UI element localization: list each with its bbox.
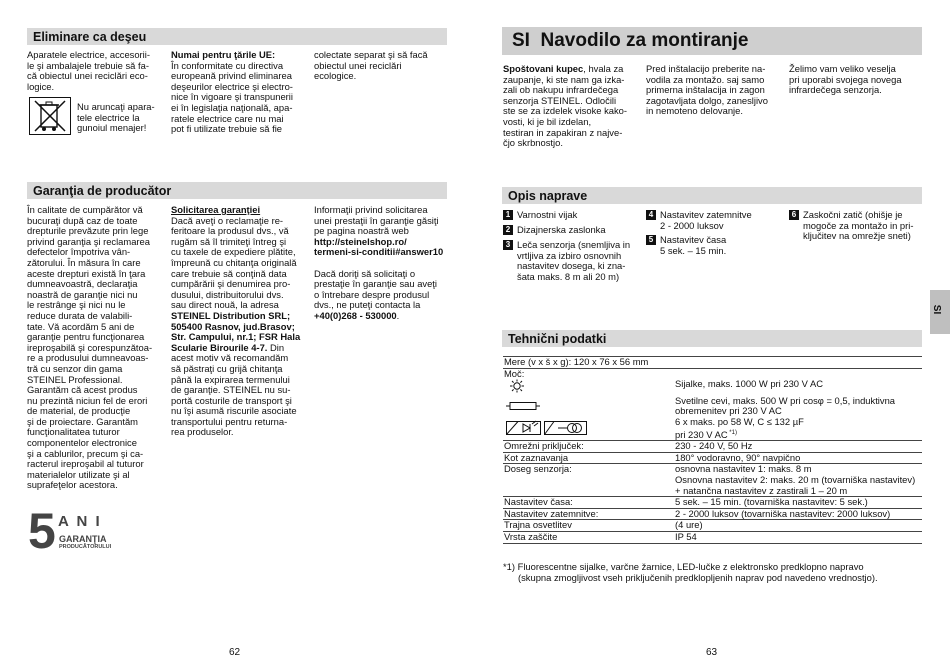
warranty-title: Garanţia de producător bbox=[33, 184, 172, 198]
text-line: cu taxele de expediere plătite, bbox=[171, 246, 296, 258]
item-number: 4 bbox=[646, 210, 656, 220]
item-text bbox=[803, 210, 913, 242]
text-line: de garanţie. STEINEL nu su- bbox=[171, 384, 291, 396]
table-row bbox=[503, 441, 922, 453]
text-line: prestaţie în garanţie sau aveţi bbox=[314, 278, 437, 290]
text-line: bucuraţi după caz de toate bbox=[27, 214, 138, 226]
tech-title: Tehnični podatki bbox=[508, 332, 607, 346]
waste-col1 bbox=[27, 50, 167, 92]
text-line: şi de proiectare. Garantăm bbox=[27, 415, 138, 427]
text-line: europeană privind eliminarea bbox=[171, 70, 292, 82]
text-line: gunoiul menajer! bbox=[77, 122, 147, 134]
warranty-col2-text-a bbox=[171, 216, 313, 311]
warranty-col1 bbox=[27, 205, 169, 491]
spec-label: Nastavitev zatemnitve: bbox=[503, 508, 671, 520]
warranty-col3-text-b bbox=[314, 269, 456, 311]
text-line: Garantăm că acest produs bbox=[27, 384, 138, 396]
item-number: 2 bbox=[503, 225, 513, 235]
footnote-line-1: *1) Fluorescentne sijalke, varčne žarnice, LED-lučke z elektronsko predklopno napravo bbox=[503, 561, 864, 572]
text-line: privind garanţia şi reclamarea bbox=[27, 235, 150, 247]
text-line: ei în legislaţia naţională, apa- bbox=[171, 101, 293, 113]
spec-label: Nastavitev časa: bbox=[503, 497, 671, 509]
crossed-bin-icon bbox=[29, 97, 71, 135]
text-line: Nu aruncaţi apara- bbox=[77, 101, 155, 112]
text-line: sau direct nouă, la adresa bbox=[171, 299, 279, 311]
text-line: pri uporabi svojega novega bbox=[789, 73, 902, 85]
text-line: Dizajnerska zaslonka bbox=[517, 224, 606, 235]
table-row bbox=[503, 379, 922, 396]
text-line: Aparatele electrice, accesorii- bbox=[27, 49, 150, 60]
table-row bbox=[503, 520, 922, 532]
power-led bbox=[671, 417, 922, 441]
text-line: până la expirarea termenului bbox=[171, 373, 290, 385]
item-number: 5 bbox=[646, 235, 656, 245]
spec-label: Trajna osvetlitev bbox=[503, 520, 671, 532]
text-line: tră cu senzor din gama bbox=[27, 362, 123, 374]
text-line: testiran in zapakiran z najve- bbox=[503, 126, 623, 138]
waste-col3 bbox=[314, 50, 454, 82]
text-line: şi a cablurilor, precum şi ca- bbox=[27, 447, 144, 459]
desc-item-5 bbox=[646, 235, 726, 256]
badge-sub2: PRODUCĂTORULUI bbox=[59, 544, 112, 550]
spec-value: IP 54 bbox=[671, 532, 922, 544]
item-text bbox=[660, 235, 726, 256]
text-line: transportului pentru returna- bbox=[171, 415, 288, 427]
page-number-right: 63 bbox=[706, 647, 718, 658]
desc-item-1 bbox=[503, 210, 577, 221]
spec-value: 230 - 240 V, 50 Hz bbox=[671, 441, 922, 453]
text-line: infrardečega senzorja. bbox=[789, 84, 882, 96]
text-line: zătorului. În măsura în care bbox=[27, 256, 141, 268]
text-line: În conformitate cu directiva bbox=[171, 59, 284, 71]
waste-col2 bbox=[171, 61, 311, 135]
text-line: noastră de garanţie nici nu bbox=[27, 288, 138, 300]
text-line: defectelor împotriva vân- bbox=[27, 246, 131, 258]
desc-title: Opis naprave bbox=[508, 189, 588, 203]
text-line: vodila za montažo. saj samo bbox=[646, 73, 765, 85]
text-line: nastavitev dosega, ki zna- bbox=[517, 260, 626, 272]
text-line: logice. bbox=[27, 80, 55, 92]
text-line: ireproşabilă şi corespunzătoa- bbox=[27, 341, 153, 353]
text-line: de material, de producţie bbox=[27, 405, 131, 417]
text-line: care trebuie să conţină data bbox=[171, 267, 287, 279]
led-electronic-ballast-icon bbox=[506, 420, 588, 436]
text-line: ključitev na omrežje sneti) bbox=[803, 230, 911, 242]
text-line: zali ob nakupu infrardečega bbox=[503, 84, 619, 96]
warranty-address bbox=[171, 311, 313, 353]
power-fluo-text: Svetilne cevi, maks. 500 W pri cos bbox=[675, 394, 818, 406]
text-line: re a produsului dumneavoas- bbox=[27, 352, 149, 364]
badge-word: A N I bbox=[58, 513, 102, 530]
text-line: o întrebare despre produsul bbox=[314, 288, 430, 300]
spec-label: Vrsta zaščite bbox=[503, 532, 671, 544]
item-number: 6 bbox=[789, 210, 799, 220]
warranty-url-link[interactable] bbox=[314, 237, 456, 258]
text-line: suprafeţelor acestora. bbox=[27, 479, 118, 491]
text-line: nice în vigoare şi transpunerii bbox=[171, 91, 293, 103]
text-line: Dacă aveţi o reclamaţie re- bbox=[171, 214, 284, 226]
fluorescent-tube-icon bbox=[506, 400, 540, 412]
text-line: zaupanje, ki ste nam ga izka- bbox=[503, 73, 625, 85]
text-line: dvs., ne puteţi contacta la bbox=[314, 299, 421, 311]
text-line: nu prezintă niciun fel de erori bbox=[27, 394, 148, 406]
language-side-tab bbox=[930, 290, 950, 334]
table-row bbox=[503, 357, 922, 369]
table-row bbox=[503, 452, 922, 464]
text-line: cumpărării şi denumirea pro- bbox=[171, 278, 291, 290]
item-text bbox=[517, 225, 606, 236]
text-line: Pred inštalacijo preberite na- bbox=[646, 63, 766, 74]
text-line: Zaskočni zatič (ohišje je bbox=[803, 209, 903, 220]
table-row bbox=[503, 417, 922, 441]
text-line: dumneavoastră, declaraţia bbox=[27, 278, 138, 290]
text-line: Želimo vam veliko veselja bbox=[789, 63, 896, 74]
spec-label: Omrežni priključek: bbox=[503, 441, 671, 453]
text-line: să păstraţi cu grijă chitanţa bbox=[171, 362, 283, 374]
text-line: aceste drepturi există în ţara bbox=[27, 267, 146, 279]
footnote-line-2: (skupna zmogljivost vseh priključenih predklopljenih naprav pod navedeno vrednostjo). bbox=[518, 571, 878, 583]
text-line: čjo skrbnostjo. bbox=[503, 137, 563, 149]
tech-table bbox=[503, 356, 922, 544]
desc-item-6 bbox=[789, 210, 913, 242]
power-fluo-text-2: = 0,5, induktivna bbox=[823, 394, 896, 406]
text-line: http://steinelshop.ro/ bbox=[314, 235, 407, 247]
power-fluorescent bbox=[671, 396, 922, 417]
spec-label: Kot zaznavanja bbox=[503, 452, 671, 464]
item-text bbox=[660, 210, 752, 231]
text-line: STEINEL Professional. bbox=[27, 373, 123, 385]
intro-col3 bbox=[789, 64, 929, 96]
text-line: STEINEL Distribution SRL; bbox=[171, 309, 291, 321]
text-line: 5 sek. – 15 min. bbox=[660, 244, 727, 256]
text-line: feritoare la produsul dvs., vă bbox=[171, 225, 289, 237]
text-line: Leča senzorja (snemljiva in bbox=[517, 239, 631, 250]
spec-value: 5 sek. – 15 min. (tovarniška nastavitev: 5 sek.) bbox=[671, 497, 922, 509]
text-line: vrtljiva za izbiro osnovnih bbox=[517, 249, 622, 261]
text-line: deşeurilor electrice şi electro- bbox=[171, 80, 293, 92]
waste-icon-text bbox=[77, 102, 167, 134]
text-line: Dacă doriţi să solicitaţi o bbox=[314, 267, 416, 279]
phi-symbol: φ bbox=[817, 394, 824, 406]
item-text bbox=[517, 210, 577, 221]
text-line: šata maks. 8 m ali 20 m) bbox=[517, 270, 620, 282]
text-line: pot fi utilizate trebuie să fie bbox=[171, 123, 282, 135]
text-line: acest motiv vă recomandăm bbox=[171, 352, 289, 364]
text-line: nu îşi asumă riscurile asociate bbox=[171, 405, 297, 417]
tech-rows bbox=[503, 441, 922, 543]
text-line: Varnostni vijak bbox=[517, 209, 578, 220]
text-line: În calitate de cumpărător vă bbox=[27, 204, 143, 215]
power-label: Moč: bbox=[504, 367, 525, 379]
dims-cell: Mere (v x š x g): 120 x 76 x 56 mm bbox=[503, 357, 922, 369]
badge-digit: 5 bbox=[28, 503, 56, 559]
text-line: Scularie Birourile 4-7. Din bbox=[171, 341, 285, 353]
power-incandescent: Sijalke, maks. 1000 W pri 230 V AC bbox=[675, 378, 823, 390]
text-line: Informaţii privind solicitarea bbox=[314, 204, 428, 215]
text-line: reduce durata de valabili- bbox=[27, 309, 133, 321]
warranty-col2 bbox=[171, 205, 313, 438]
text-line: mogoče za montažo in pri- bbox=[803, 219, 914, 231]
warranty-col3 bbox=[314, 205, 456, 322]
warranty-phone-end: . bbox=[396, 309, 400, 321]
text-line: senzorja STEINEL. Odločili bbox=[503, 94, 617, 106]
text-line: 2 - 2000 luksov bbox=[660, 219, 724, 231]
text-line: unei prestaţii în garanţie găsiţi bbox=[314, 214, 439, 226]
text-line: tate. Vă acordăm 5 ani de bbox=[27, 320, 135, 332]
table-row bbox=[503, 464, 922, 497]
badge-sub: GARANŢIA bbox=[59, 534, 107, 544]
text-line: zagotavljata dolgo, zanesljivo bbox=[646, 94, 768, 106]
text-line: colectate separat şi să facă bbox=[314, 49, 428, 60]
item-number: 1 bbox=[503, 210, 513, 220]
text-line: tele electrice la bbox=[77, 111, 140, 123]
spec-label: Doseg senzorja: bbox=[503, 464, 671, 497]
side-tab-label: SI bbox=[931, 304, 943, 315]
text-line: termeni-si-conditii#answer10 bbox=[314, 246, 444, 258]
table-row bbox=[503, 497, 922, 509]
footnote bbox=[503, 562, 923, 583]
text-line: vosti, ki je bil izdelan, bbox=[503, 115, 592, 127]
text-line: ecologice. bbox=[314, 70, 357, 82]
text-line: că obiectul unei reciclări eco- bbox=[27, 70, 148, 82]
text-line: 505400 Rasnov, jud.Brasov; bbox=[171, 320, 295, 332]
spec-value: (4 ure) bbox=[671, 520, 922, 532]
text-line: portă costurile de transport şi bbox=[171, 394, 292, 406]
spec-value: osnovna nastavitev 1: maks. 8 m Osnovna nastavitev 2: maks. 20 m (tovarniška nastavitev) + natančna nastavitev z zastirali 1 – 20 m bbox=[671, 464, 922, 497]
desc-item-4 bbox=[646, 210, 752, 231]
spec-value: 180° vodoravno, 90° navpično bbox=[671, 452, 922, 464]
power-led-text-2: pri 230 V AC bbox=[675, 428, 728, 440]
warranty-badge bbox=[28, 503, 118, 559]
text-line: obiectul unei reciclări bbox=[314, 59, 402, 71]
intro-col1 bbox=[503, 64, 643, 149]
text-line: pe pagina noastră web bbox=[314, 225, 409, 237]
power-fluo-text-3: obremenitev pri 230 V AC bbox=[675, 405, 782, 417]
warranty-phone: +40(0)268 - 530000 bbox=[314, 309, 397, 321]
intro-col2 bbox=[646, 64, 786, 117]
text-line: garanţie pentru funcţionarea bbox=[27, 331, 145, 343]
bulb-icon bbox=[508, 379, 526, 393]
text-line: Nastavitev časa bbox=[660, 234, 727, 245]
manual-title: SI Navodilo za montiranje bbox=[512, 30, 749, 51]
warranty-col2-text-b bbox=[171, 353, 313, 438]
warranty-claim-heading: Solicitarea garanţiei bbox=[171, 204, 261, 215]
text-line: le restrânge şi nici nu le bbox=[27, 299, 126, 311]
table-row bbox=[503, 532, 922, 544]
intro-greeting: Spoštovani kupec bbox=[503, 63, 584, 74]
text-line: in nemoteno delovanje. bbox=[646, 105, 743, 117]
text-line: drepturile prevăzute prin lege bbox=[27, 225, 149, 237]
table-row bbox=[503, 508, 922, 520]
table-row bbox=[503, 396, 922, 417]
text-line: materialelor utilizate şi al bbox=[27, 468, 130, 480]
page-number-left: 62 bbox=[229, 647, 241, 658]
text-line: componentelor electronice bbox=[27, 437, 137, 449]
text-line: ratele electrice care nu mai bbox=[171, 112, 284, 124]
text-line: dusului, distribuitorului dvs. bbox=[171, 288, 284, 300]
power-led-text: 6 x maks. po 58 W, C ≤ 132 µF bbox=[675, 415, 804, 427]
text-line: rugăm să îl trimiteţi întreg şi bbox=[171, 235, 287, 247]
intro-col1-rest bbox=[503, 75, 643, 149]
text-line: funcţionalitatea tuturor bbox=[27, 426, 120, 438]
text-line: rea produselor. bbox=[171, 426, 234, 438]
warranty-col3-text-a bbox=[314, 205, 456, 237]
footnote-ref: *1) bbox=[727, 429, 737, 436]
intro-first-line: , hvala za bbox=[583, 63, 624, 74]
text-line: primerna inštalacija in zagon bbox=[646, 84, 765, 96]
spec-value: 2 - 2000 luksov (tovarniška nastavitev: 2000 luksov) bbox=[671, 508, 922, 520]
text-line: Str. Campului, nr.1; FSR Hala bbox=[171, 331, 301, 343]
desc-item-2 bbox=[503, 225, 606, 236]
text-line: le şi ambalajele trebuie să fa- bbox=[27, 59, 149, 71]
text-line: ste se za izdelek visoke kako- bbox=[503, 105, 628, 117]
text-line: racterul ireproşabil al tuturor bbox=[27, 458, 144, 470]
waste-title: Eliminare ca deşeu bbox=[33, 30, 147, 44]
text-line: Nastavitev zatemnitve bbox=[660, 209, 752, 220]
item-text bbox=[517, 240, 630, 282]
item-number: 3 bbox=[503, 240, 513, 250]
desc-item-3 bbox=[503, 240, 630, 282]
text-line: împreună cu chitanţa originală bbox=[171, 256, 297, 268]
waste-col2-heading: Numai pentru ţările UE: bbox=[171, 49, 276, 60]
